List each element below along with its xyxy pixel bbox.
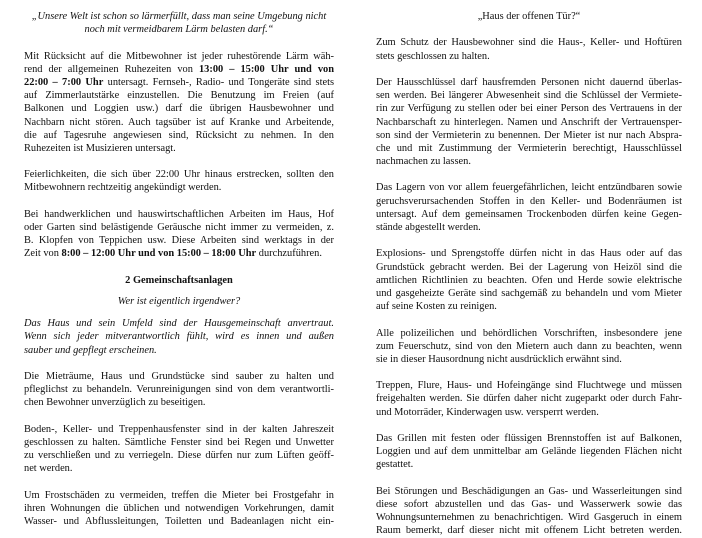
paragraph-explosives [376,247,682,313]
text-segment: Zeit von [24,248,62,260]
text-segment: rend der allgemeinen Ruhezeiten von [24,63,199,75]
text-line: freigehalten werden. Sie dürfen daher nicht zugeparkt oder durch Fahr- [376,393,682,405]
text-line: und Motorräder, Kinderwagen usw. versperrt werden. [376,406,599,418]
text-line: Um Frostschäden zu vermeiden, treffen die Mieter bei Frostgefahr in [24,489,334,501]
paragraph-quiet-hours [24,50,334,156]
text-line: sie in dieser Hausordnung nicht ausdrücklich erwähnt sind. [376,353,622,365]
text-line: sen werden. Bei längerer Abwesenheit sind die Schlüssel der Vermiete- [376,90,682,102]
text-line: son sind der Vermieterin zu benennen. Der Mieter ist nur nach Abspra- [376,129,682,141]
text-segment: durchzuführen. [256,248,322,260]
right-column [376,10,682,538]
text-line: stets geschlossen zu halten. [376,50,490,62]
text-line: geschlossen zu halten. Sämtliche Fenster sind bei Regen und Unwetter [24,436,334,448]
text-line: Bei Störungen und Beschädigungen an Gas- und Wasserleitungen sind [376,485,682,497]
section-heading: 2 Gemeinschaftsanlagen [125,274,233,286]
text-line: Die Mieträume, Haus und Grundstücke sind sauber zu halten und [24,370,334,382]
text-line: Raum bemerkt, darf dieser nicht mit offenem Licht betreten werden. [376,525,682,537]
text-line: zu verschließen und zu verriegeln. Diese dürfen nur zum Lüften geöff- [24,450,334,461]
text-line: gestattet. [376,459,414,471]
text-line: Das Grillen mit festen oder flüssigen Brennstoffen ist auf Balkonen, [376,433,682,444]
text-line: die auf Tagesruhe angewiesen sind, Rücksicht zu nehmen. In den [24,129,334,141]
text-line: Alle polizeilichen und behördlichen Vorschriften, insbesondere jene [376,327,682,339]
text-line: Das Haus und sein Umfeld sind der Hausgemeinschaft anvertraut. [24,318,334,330]
paragraph-escape-routes [376,379,682,419]
text-line: net werden. [24,463,73,475]
time-range: 8:00 – 12:00 Uhr und von 15:00 – 18:00 Uhr [61,248,257,260]
text-line: Das Lagern von vor allem feuergefährlichen, leicht entzündbaren sowie [376,182,682,194]
text-line: Grundstück gebracht werden. Bei der Lagerung von Heizöl sind die [376,261,682,273]
paragraph-windows [24,423,334,476]
text-line: Wohnungsunternehmen zu benachrichtigen. Wird Gasgeruch in einem [376,512,682,524]
text-line: sauber und gepflegt erscheinen. [24,344,157,356]
paragraph-storage [376,181,682,234]
section-heading: „Haus der offenen Tür?“ [477,11,581,22]
text-line: und gasgeheizte Geräte sind sachgemäß zu behandeln und vom Mieter [376,287,682,299]
text-line: Feierlichkeiten, die sich über 22:00 Uhr hinaus erstrecken, sollten den [24,169,334,181]
paragraph-cleanliness [24,370,334,410]
paragraph-keys [376,76,682,168]
left-column [24,10,334,528]
text-line: Treppen, Flure, Haus- und Hofeingänge sind Fluchtwege und müssen [376,380,682,392]
paragraph-regulations [376,327,682,367]
time-range: 22:00 – 7:00 Uhr [24,76,104,88]
text-line: stände abgestellt werden. [376,222,481,233]
text-line: Ruhezeiten ist Musizieren untersagt. [24,142,176,154]
text-line: rin zur Verfügung zu stellen oder bei einer Person des Vertrauens in der [376,103,682,115]
text-line: zum Feuerschutz, sind von den Mietern auch dann zu beachten, wenn [376,340,682,352]
paragraph-grilling [376,432,682,472]
text-line: Balkonen und Loggien usw.) darf die übrigen Hausbewohner und [24,103,334,115]
text-line: auf Zimmerlautstärke einzustellen. Die Benutzung im Freien (auf [24,90,334,102]
section-subheading: Wer ist eigentlich irgendwer? [117,295,241,307]
paragraph-celebrations [24,168,334,194]
text-line: Mitbewohnern rechtzeitig angekündigt werden. [24,182,222,194]
text-line: untersagt. Auf dem gemeinsamen Trockenboden dürfen keine Gegen- [376,208,682,220]
text-line [24,76,334,89]
text-line: amtlichen Richtlinien zu beachten. Ofen und Herde sowie elektrische [376,274,682,286]
text-segment: untersagt. Fernseh-, Radio- und Tongeräte sind stets [103,76,334,88]
intro-italic [24,317,334,357]
text-line: Wasser- und Abflussleitungen, Toiletten und Badeanlagen nicht ein- [24,515,334,527]
text-line: geruchsverursachenden Stoffen in den Keller- und Bodenräumen ist [376,195,682,207]
text-line [24,63,334,76]
text-line: Zum Schutz der Hausbewohner sind die Haus-, Keller- und Hoftüren [376,37,682,49]
text-line: Nachbarn nicht stören. Auch tagsüber ist auf Kranke und Arbeitende, [24,116,334,128]
paragraph-frost [24,489,334,529]
text-line: Der Hausschlüssel darf hausfremden Personen nicht dauernd überlas- [376,76,682,88]
text-line: ihren Wohnungen die üblichen und notwendigen Vorkehrungen, damit [24,502,334,514]
text-line: diese sofort abzustellen und das Gas- und Wasserwerk sowie das [376,498,682,510]
text-line: Mit Rücksicht auf die Mitbewohner ist jeder ruhestörende Lärm wäh- [24,50,334,62]
text-line: pfleglichst zu behandeln. Verunreinigungen sind von dem verantwortli- [24,384,334,396]
text-line: che und mit Zustimmung der Vermieterin berechtigt, Hausschlüssel [376,142,682,154]
text-line: nachmachen zu lassen. [376,156,471,168]
text-line: Loggien und auf dem unmittelbar am Gelände liegenden Flächen nicht [376,446,682,458]
quote-line: „Unsere Welt ist schon so lärmerfüllt, dass man seine Umgebung nicht [31,11,327,22]
paragraph-household-work [24,208,334,261]
text-line: Bei handwerklichen und hauswirtschaftlichen Arbeiten im Haus, Hof [24,208,334,220]
time-range: 13:00 – 15:00 Uhr und von [198,63,334,75]
paragraph-doors [376,36,682,62]
text-line: B. Klopfen von Teppichen usw. Diese Arbeiten sind werktags in der [24,235,334,247]
text-line [24,247,334,260]
paragraph-gas-water [376,485,682,538]
text-line: chen Bewohner unverzüglich zu beseitigen. [24,397,206,409]
text-line: Boden-, Keller- und Treppenhausfenster sind in der kalten Jahreszeit [24,423,334,435]
text-line: Nachbarschaft zu hinterlegen. Namen und Anschrift der Vertrauensper- [376,116,682,128]
quote-line: noch mit vermeidbarem Lärm belasten darf.“ [84,24,274,36]
text-line: Wenn sich jeder mitverantwortlich fühlt, wird es innen und außen [24,331,334,343]
text-line: oder Garten sind belästigende Geräusche nicht immer zu vermeiden, z. [24,222,334,233]
quote [24,10,334,36]
text-line: Explosions- und Sprengstoffe dürfen nicht in das Haus oder auf das [376,248,682,260]
text-line: auf seine Kosten zu reinigen. [376,301,497,313]
